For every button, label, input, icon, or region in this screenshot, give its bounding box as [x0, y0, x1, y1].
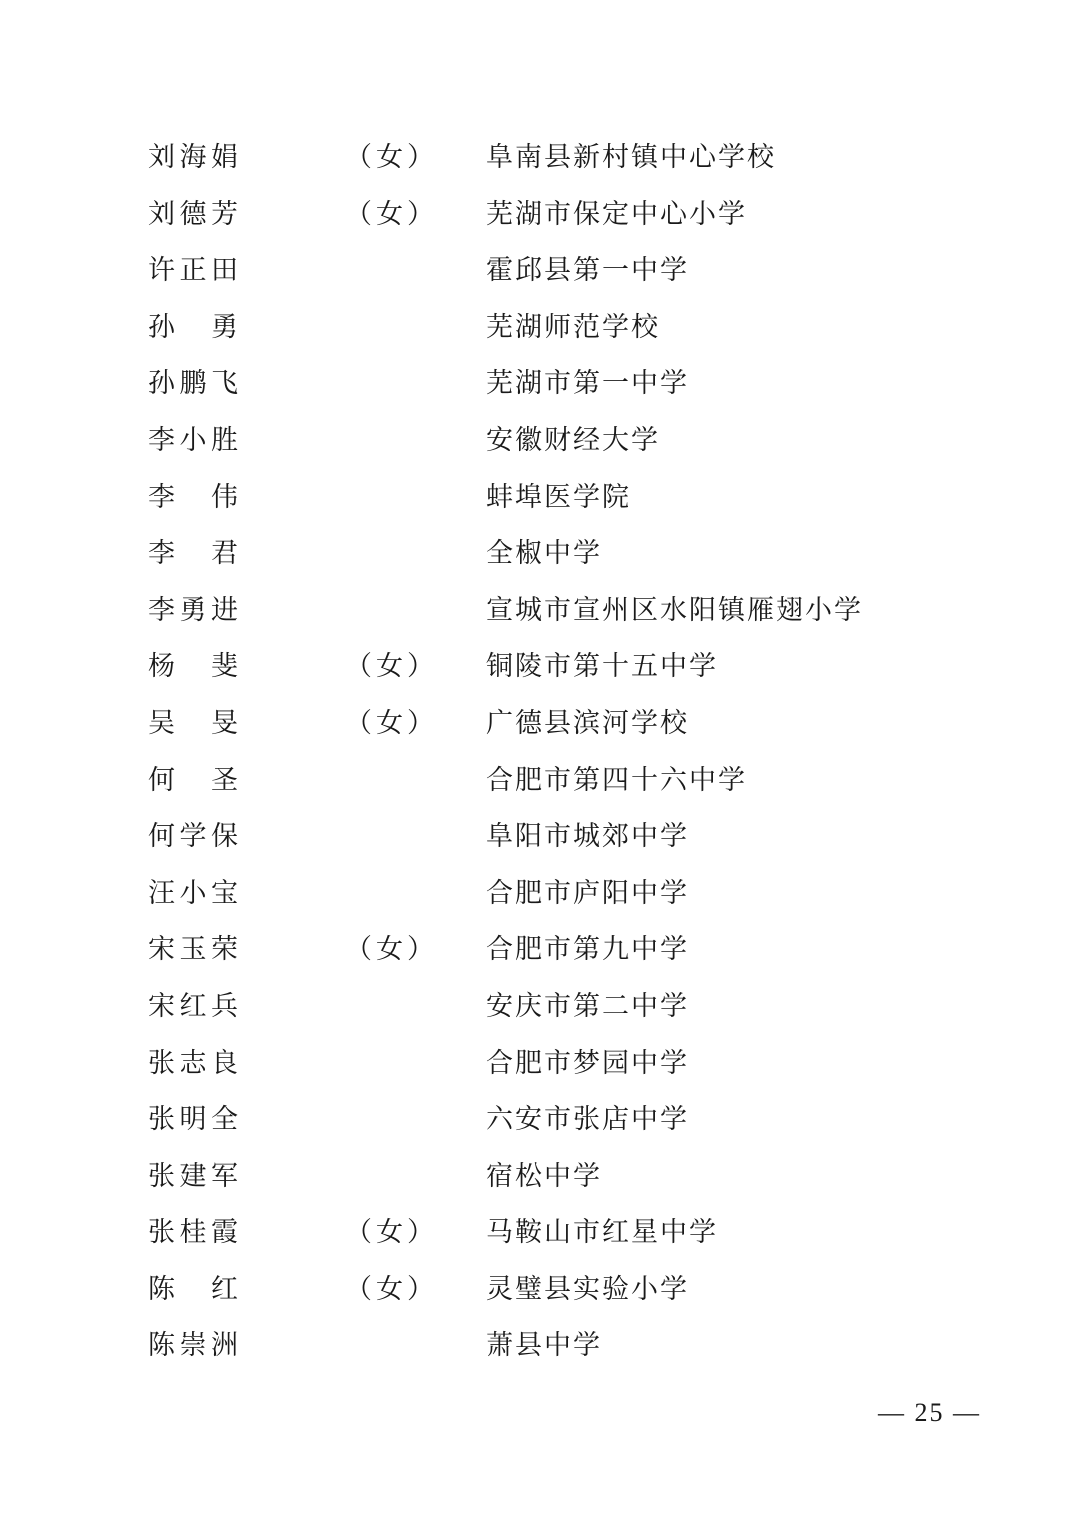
school-name: 芜湖师范学校 — [486, 311, 660, 343]
school-name: 宣城市宣州区水阳镇雁翅小学 — [486, 594, 863, 626]
list-item — [148, 866, 948, 923]
list-item — [148, 979, 948, 1036]
person-name: 张 建 军 — [148, 1160, 238, 1192]
page-number: — 25 — — [878, 1398, 981, 1427]
list-item — [148, 243, 948, 300]
list-item — [148, 187, 948, 244]
list-item — [148, 639, 948, 696]
list-item — [148, 1092, 948, 1149]
school-name: 广德县滨河学校 — [486, 707, 689, 739]
list-item — [148, 922, 948, 979]
person-name: 李 伟 — [148, 481, 238, 513]
gender-note: （女） — [345, 1217, 438, 1249]
person-name: 汪 小 宝 — [148, 877, 238, 909]
list-item — [148, 753, 948, 810]
gender-note: （女） — [345, 651, 438, 683]
gender-note: （女） — [345, 1273, 438, 1305]
honoree-list — [148, 130, 948, 1375]
list-item — [148, 583, 948, 640]
school-name: 阜南县新村镇中心学校 — [486, 142, 776, 173]
person-name: 张 明 全 — [148, 1104, 238, 1136]
person-name: 李 小 胜 — [148, 424, 238, 456]
school-name: 萧县中学 — [486, 1330, 602, 1362]
person-name: 张 桂 霞 — [148, 1217, 238, 1249]
list-item — [148, 1262, 948, 1319]
school-name: 安庆市第二中学 — [486, 990, 689, 1022]
list-item — [148, 809, 948, 866]
person-name: 李 勇 进 — [148, 594, 238, 626]
school-name: 灵璧县实验小学 — [486, 1273, 689, 1305]
school-name: 合肥市第四十六中学 — [486, 764, 747, 796]
school-name: 六安市张店中学 — [486, 1104, 689, 1136]
school-name: 宿松中学 — [486, 1160, 602, 1192]
school-name: 蚌埠医学院 — [486, 481, 631, 513]
list-item — [148, 1318, 948, 1375]
gender-note: （女） — [345, 142, 438, 173]
school-name: 芜湖市第一中学 — [486, 368, 689, 400]
school-name: 铜陵市第十五中学 — [486, 651, 718, 683]
gender-note: （女） — [345, 707, 438, 739]
person-name: 张 志 良 — [148, 1047, 238, 1079]
person-name: 刘 海 娟 — [148, 142, 238, 173]
person-name: 杨 斐 — [148, 651, 238, 683]
list-item — [148, 1149, 948, 1206]
gender-note: （女） — [345, 198, 438, 230]
school-name: 安徽财经大学 — [486, 424, 660, 456]
person-name: 吴 旻 — [148, 707, 238, 739]
person-name: 何 圣 — [148, 764, 238, 796]
school-name: 阜阳市城郊中学 — [486, 821, 689, 853]
list-item — [148, 356, 948, 413]
list-item — [148, 696, 948, 753]
person-name: 陈 红 — [148, 1273, 238, 1305]
list-item — [148, 1036, 948, 1093]
school-name: 合肥市梦园中学 — [486, 1047, 689, 1079]
person-name: 许 正 田 — [148, 255, 238, 287]
person-name: 宋 玉 荣 — [148, 934, 238, 966]
person-name: 宋 红 兵 — [148, 990, 238, 1022]
school-name: 芜湖市保定中心小学 — [486, 198, 747, 230]
list-item — [148, 526, 948, 583]
list-item — [148, 470, 948, 527]
gender-note: （女） — [345, 934, 438, 966]
person-name: 孙 鹏 飞 — [148, 368, 238, 400]
school-name: 全椒中学 — [486, 538, 602, 570]
list-item — [148, 1205, 948, 1262]
list-item — [148, 130, 948, 187]
school-name: 合肥市庐阳中学 — [486, 877, 689, 909]
school-name: 霍邱县第一中学 — [486, 255, 689, 287]
person-name: 刘 德 芳 — [148, 198, 238, 230]
person-name: 陈 崇 洲 — [148, 1330, 238, 1362]
school-name: 马鞍山市红星中学 — [486, 1217, 718, 1249]
person-name: 孙 勇 — [148, 311, 238, 343]
school-name: 合肥市第九中学 — [486, 934, 689, 966]
person-name: 何 学 保 — [148, 821, 238, 853]
person-name: 李 君 — [148, 538, 238, 570]
list-item — [148, 413, 948, 470]
list-item — [148, 300, 948, 357]
